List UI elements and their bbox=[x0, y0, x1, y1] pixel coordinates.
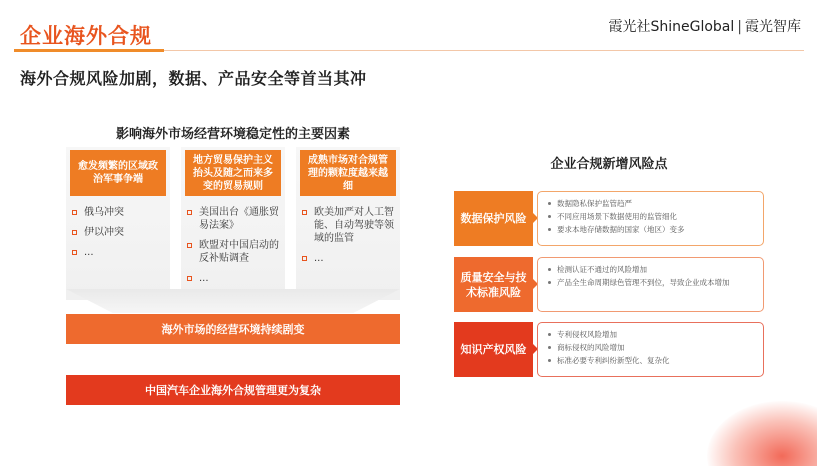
factor-list bbox=[66, 196, 170, 259]
list-item-text: 欧盟对中国启动的反补贴调查 bbox=[199, 240, 279, 264]
factor-column-3 bbox=[296, 147, 400, 300]
list-item-text: 俄乌冲突 bbox=[84, 207, 124, 218]
risk-box-quality bbox=[537, 257, 764, 312]
square-bullet-icon bbox=[302, 256, 307, 261]
bullet-dot-icon bbox=[548, 346, 551, 349]
risk-box-ip bbox=[537, 322, 764, 377]
list-item bbox=[302, 252, 400, 265]
list-item-text: 欧美加严对人工智能、自动驾驶等领域的监管 bbox=[314, 207, 394, 244]
slide-title: 企业海外合规 bbox=[20, 24, 152, 48]
list-item-text: 商标侵权的风险增加 bbox=[557, 343, 625, 352]
list-item-text: ... bbox=[84, 247, 94, 258]
list-item bbox=[302, 206, 400, 245]
factor-column-title: 愈发频繁的区域政治军事争端 bbox=[70, 150, 166, 196]
brand-name: 霞光社ShineGlobal bbox=[608, 19, 735, 35]
square-bullet-icon bbox=[72, 250, 77, 255]
risk-label-ip: 知识产权风险 bbox=[454, 322, 533, 377]
list-item-text: 标准必要专利纠纷新型化、复杂化 bbox=[557, 356, 670, 365]
factor-column-title: 成熟市场对合规管理的颗粒度越来越细 bbox=[300, 150, 396, 196]
list-item bbox=[187, 272, 285, 285]
list-item bbox=[72, 206, 170, 219]
list-item bbox=[548, 342, 755, 353]
list-item-text: ... bbox=[314, 253, 324, 264]
risks-heading: 企业合规新增风险点 bbox=[550, 157, 668, 172]
list-item-text: 检测认证不通过的风险增加 bbox=[557, 265, 647, 274]
list-item-text: 美国出台《通胀贸易法案》 bbox=[199, 207, 279, 231]
bullet-dot-icon bbox=[548, 202, 551, 205]
square-bullet-icon bbox=[302, 210, 307, 215]
bullet-dot-icon bbox=[548, 281, 551, 284]
factor-column-2 bbox=[181, 147, 285, 300]
square-bullet-icon bbox=[72, 210, 77, 215]
list-item bbox=[548, 277, 755, 288]
factors-heading: 影响海外市场经营环境稳定性的主要因素 bbox=[115, 127, 350, 142]
list-item bbox=[187, 206, 285, 232]
result-bar-environment: 海外市场的经营环境持续剧变 bbox=[66, 314, 400, 344]
list-item bbox=[187, 239, 285, 265]
bullet-dot-icon bbox=[548, 268, 551, 271]
list-item bbox=[548, 198, 755, 209]
list-item-text: 产品全生命周期绿色管理不到位，导致企业成本增加 bbox=[557, 278, 730, 287]
list-item bbox=[72, 226, 170, 239]
list-item bbox=[548, 264, 755, 275]
decorative-corner-glow bbox=[707, 401, 817, 466]
list-item-text: 要求本地存储数据的国家（地区）变多 bbox=[557, 225, 685, 234]
list-item-text: 不同应用场景下数据使用的监管细化 bbox=[557, 212, 677, 221]
bullet-dot-icon bbox=[548, 359, 551, 362]
square-bullet-icon bbox=[187, 243, 192, 248]
slide-subtitle: 海外合规风险加剧，数据、产品安全等首当其冲 bbox=[20, 69, 367, 88]
converging-shadow bbox=[66, 289, 400, 313]
risk-label-data: 数据保护风险 bbox=[454, 191, 533, 246]
factor-list bbox=[296, 196, 400, 265]
list-item-text: 伊以冲突 bbox=[84, 227, 124, 238]
brand-separator: | bbox=[737, 19, 742, 35]
square-bullet-icon bbox=[187, 276, 192, 281]
bullet-dot-icon bbox=[548, 333, 551, 336]
list-item bbox=[548, 329, 755, 340]
factor-column-1 bbox=[66, 147, 170, 300]
square-bullet-icon bbox=[187, 210, 192, 215]
bullet-dot-icon bbox=[548, 215, 551, 218]
list-item-text: ... bbox=[199, 273, 209, 284]
bullet-dot-icon bbox=[548, 228, 551, 231]
factor-list bbox=[181, 196, 285, 285]
list-item bbox=[72, 246, 170, 259]
result-bar-compliance: 中国汽车企业海外合规管理更为复杂 bbox=[66, 375, 400, 405]
square-bullet-icon bbox=[72, 230, 77, 235]
list-item bbox=[548, 211, 755, 222]
title-rule bbox=[164, 50, 804, 51]
brand-logo bbox=[608, 16, 801, 36]
title-underline bbox=[14, 49, 164, 52]
list-item-text: 数据隐私保护监管趋严 bbox=[557, 199, 632, 208]
brand-think-tank: 霞光智库 bbox=[745, 19, 801, 35]
list-item bbox=[548, 355, 755, 366]
factor-column-title: 地方贸易保护主义抬头及随之而来多变的贸易规则 bbox=[185, 150, 281, 196]
risk-label-quality: 质量安全与技术标准风险 bbox=[454, 257, 533, 312]
list-item bbox=[548, 224, 755, 235]
risk-box-data bbox=[537, 191, 764, 246]
list-item-text: 专利侵权风险增加 bbox=[557, 330, 617, 339]
